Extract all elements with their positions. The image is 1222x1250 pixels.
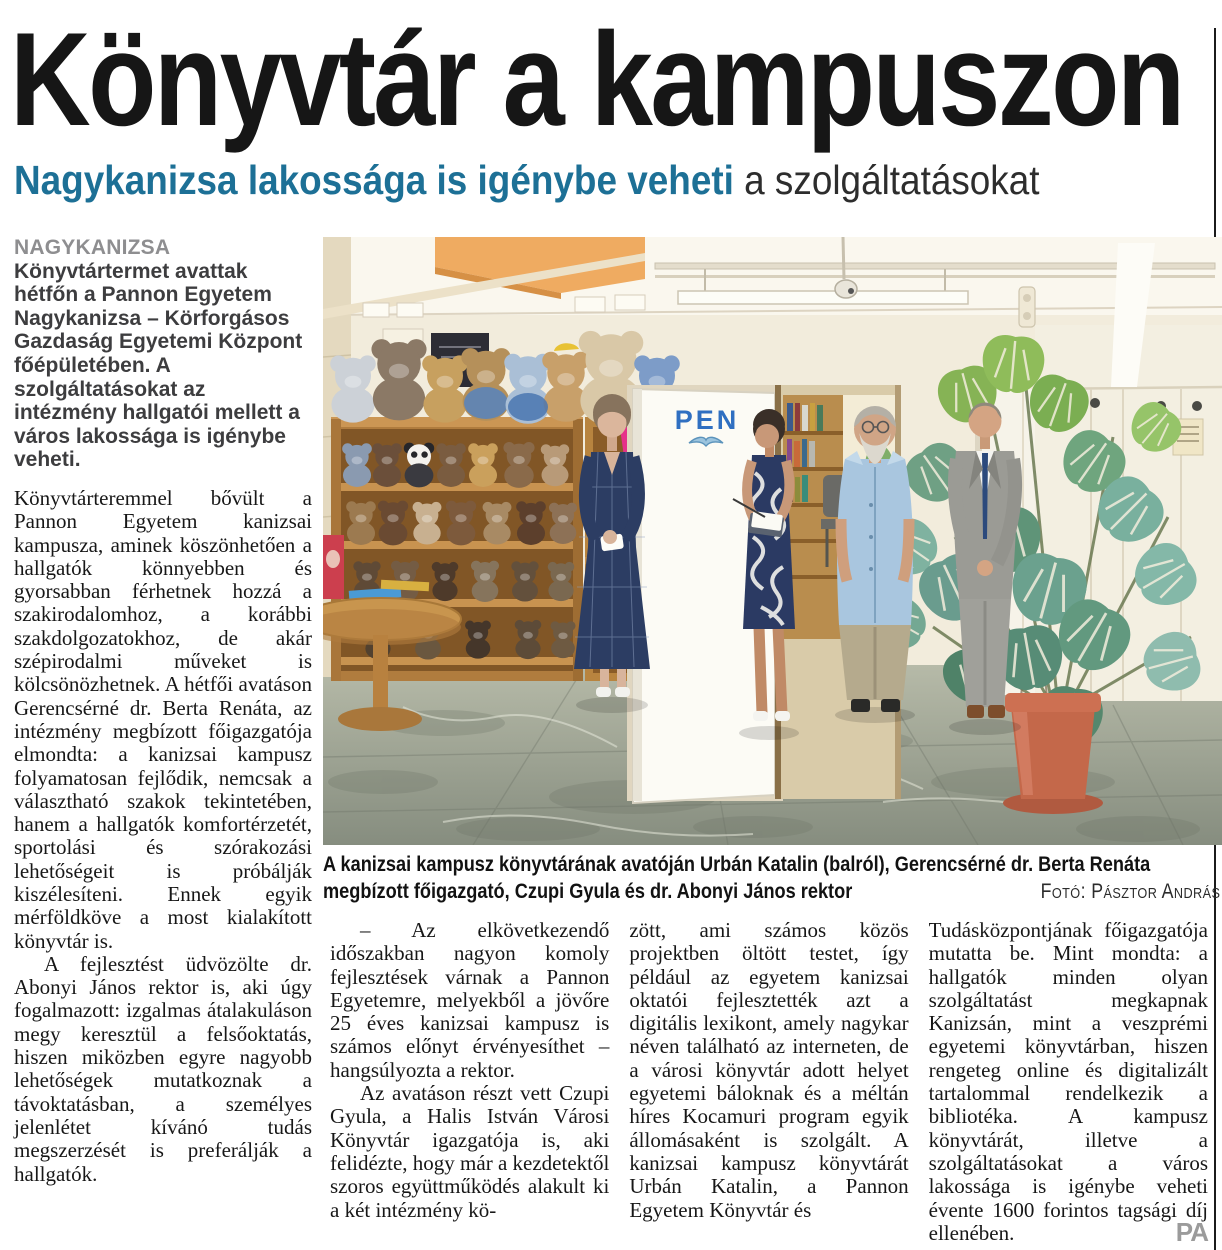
terracotta-pot xyxy=(1003,693,1103,814)
photo-credit: Fotó: Pásztor András xyxy=(1040,880,1221,903)
subtitle xyxy=(14,158,1040,203)
body-paragraph: zött, ami számos közös projektben öltött testet, így például az egyetem kanizsai oktatói fejlesztették azt a digitális lexikont, amely nagykar néven található az interneten, de a városi könyvtár adott helyet egyetemi báloknak és a méltán híres Kocamuri program egyik állomásaként is szolgált. A kanizsai kampusz könyvtárát Urbán Katalin, a Pannon Egyetem Könyvtár és xyxy=(629,918,909,1222)
library-photo-illustration xyxy=(323,237,1222,845)
article-column-4 xyxy=(929,919,1208,1250)
page-title: Könyvtár a kampuszon xyxy=(10,6,1183,154)
wall-outlet xyxy=(1019,287,1035,327)
body-paragraph: Az avatáson részt vett Czupi Gyula, a Halis István Városi Könyvtár igazgatója is, aki felidézte, hogy már a kezdetektől szoros együttműködés alakult ki a két intézmény kö- xyxy=(330,1081,610,1222)
article-column-3 xyxy=(629,919,908,1250)
lede-paragraph xyxy=(14,236,312,472)
tie xyxy=(982,453,988,539)
article-bottom-columns xyxy=(330,919,1208,1250)
body-paragraph: Könyvtárteremmel bővült a Pannon Egyetem kanizsai kampusza, aminek köszönhetően a hallgatók könnyebben és gyorsabban férhetnek hozzá a szakirodalomhoz, a korábbi szakdolgozatokhoz, de akár szépirodalmi műveket is kölcsönözhetnek. A hétfői avatáson Gerencsérné dr. Berta Renáta, az intézmény megbízott főigazgatója elmondta: a kanizsai kampusz folyamatosan fejlődik, nemcsak a választható szakok tekintetében, hanem a hallgatók komfortérzetét, sportolási és szórakozási lehetőségeit is próbálják kiszélesíteni. Ennek egyik mérföldköve a most kialakított könyvtár is. xyxy=(14,485,312,953)
news-photo xyxy=(323,237,1222,845)
subtitle-rest: a szolgáltatásokat xyxy=(733,157,1040,203)
body-paragraph: Tudásközpontjának főigazgatója mutatta be. Mint mondta: a hallgatók minden olyan szolgáltatást megkapnak Kanizsán, mint a veszprémi egyetemi könyvtárban, hiszen rengeteg online és digitalizált tartalommal rendelkezik a bibliotéka. A kampusz könyvtárát, illetve a szolgáltatásokat a város lakossága is igénybe veheti évente 1600 forintos tagsági díj ellenében. xyxy=(928,918,1208,1245)
face xyxy=(755,424,779,448)
author-initials: PA xyxy=(1175,1217,1208,1247)
dateline: NAGYKANIZSA xyxy=(14,236,171,259)
photo-caption: A kanizsai kampusz könyvtárának avatóján Urbán Katalin (balról), Gerencsérné dr. Berta Renáta megbízott főigazgató, Czupi Gyula és dr. Abonyi János rektor xyxy=(323,852,1151,903)
article-column-2 xyxy=(330,919,609,1250)
article-column-1 xyxy=(14,236,312,1186)
photo-caption-block xyxy=(323,851,1222,911)
door-sign-label: PEN xyxy=(674,405,740,435)
camera-mount xyxy=(843,237,844,279)
clasped-hands xyxy=(977,560,993,576)
body-paragraph: A fejlesztést üdvözölte dr. Abonyi János rektor is, aki úgy fogalmazott: izgalmas átalakuláson megy keresztül a felsőoktatás, hiszen miközben egyre nagyobb lehetőségek mutatkoznak a távoktatásban, a személyes jelenlétet kívánó tudás megszerzését is preferálják a hallgatók. xyxy=(14,951,312,1186)
body-paragraph: – Az elkövetkezendő időszakban nagyon komoly fejlesztések várnak a Pannon Egyetemre, melyekből a jövőre 25 éves kanizsai kampusz is számos előnyt érvényesíthet – hangsúlyozta a rektor. xyxy=(330,918,610,1082)
subtitle-highlight: Nagykanizsa lakossága is igénybe veheti xyxy=(14,157,734,203)
lede-text: Könyvtártermet avattak hétfőn a Pannon Egyetem Nagykanizsa – Körforgásos Gazdaság Egyetemi Központ főépületében. A szolgáltatásokat az intézmény hallgatói mellett a város lakossága is igénybe veheti. xyxy=(14,259,303,472)
security-camera-icon xyxy=(835,280,857,298)
